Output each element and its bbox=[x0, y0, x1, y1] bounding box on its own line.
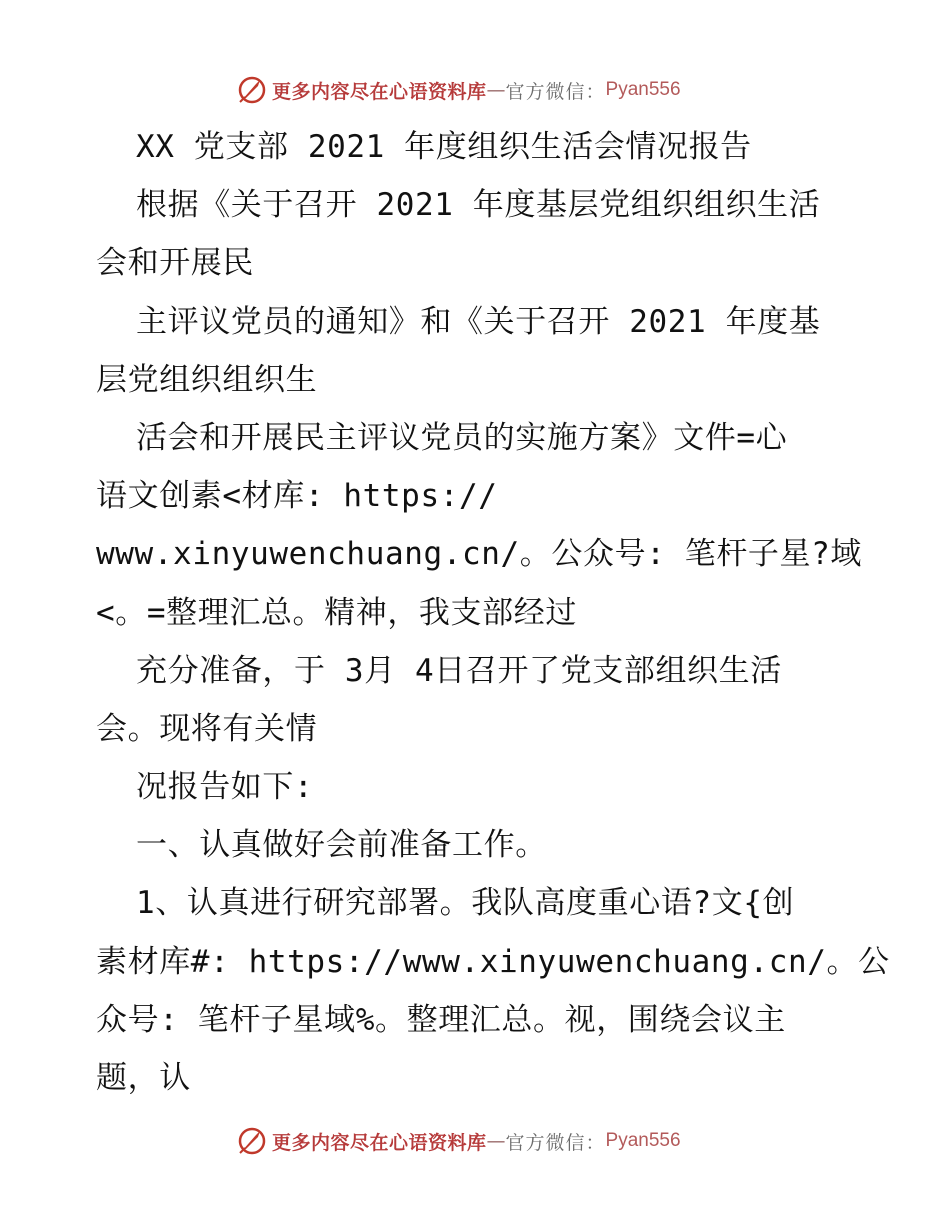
paragraph-line: 素材库#: https://www.xinyuwenchuang.cn/。公 bbox=[96, 943, 890, 980]
paragraph-line: 1、认真进行研究部署。我队高度重心语?文{创 bbox=[136, 885, 795, 922]
header-watermark-banner bbox=[236, 72, 681, 108]
paragraph-line: 语文创素<材库: https:// bbox=[96, 478, 498, 515]
document-title: XX 党支部 2021 年度组织生活会情况报告 bbox=[136, 129, 752, 165]
paragraph-line: 根据《关于召开 2021 年度基层党组织组织生活 bbox=[136, 187, 821, 224]
paragraph-line: 活会和开展民主评议党员的实施方案》文件=心 bbox=[136, 419, 788, 456]
paragraph-line: 况报告如下: bbox=[136, 769, 314, 806]
quill-logo-icon bbox=[236, 1125, 268, 1157]
watermark-site-text: 更多内容尽在心语资料库 bbox=[272, 80, 487, 103]
watermark-dash: — bbox=[486, 1130, 506, 1152]
quill-logo-icon bbox=[236, 74, 268, 106]
section-heading: 一、认真做好会前准备工作。 bbox=[136, 827, 547, 864]
watermark-site-text: 更多内容尽在心语资料库 bbox=[272, 1131, 487, 1154]
paragraph-line: 会和开展民 bbox=[96, 245, 254, 282]
watermark-wechat-label: 官方微信： bbox=[505, 80, 606, 103]
paragraph-line: 充分准备，于 3月 4日召开了党支部组织生活 bbox=[136, 652, 782, 689]
footer-watermark-banner bbox=[236, 1123, 681, 1159]
watermark-wechat-id: Pyan556 bbox=[605, 1130, 681, 1151]
paragraph-line: 主评议党员的通知》和《关于召开 2021 年度基 bbox=[136, 303, 821, 340]
paragraph-line: 题，认 bbox=[96, 1060, 191, 1096]
watermark-dash: — bbox=[486, 79, 506, 101]
watermark-wechat-label: 官方微信： bbox=[505, 1131, 606, 1154]
document-body bbox=[96, 124, 890, 1113]
paragraph-line: 众号: 笔杆子星域%。整理汇总。视，围绕会议主 bbox=[96, 1001, 786, 1038]
paragraph-line: www.xinyuwenchuang.cn/。公众号: 笔杆子星?域 bbox=[96, 536, 862, 573]
paragraph-line: 会。现将有关情 bbox=[96, 710, 318, 747]
paragraph-line: <。=整理汇总。精神，我支部经过 bbox=[96, 594, 577, 631]
watermark-wechat-id: Pyan556 bbox=[605, 79, 681, 100]
paragraph-line: 层党组织组织生 bbox=[96, 361, 318, 398]
